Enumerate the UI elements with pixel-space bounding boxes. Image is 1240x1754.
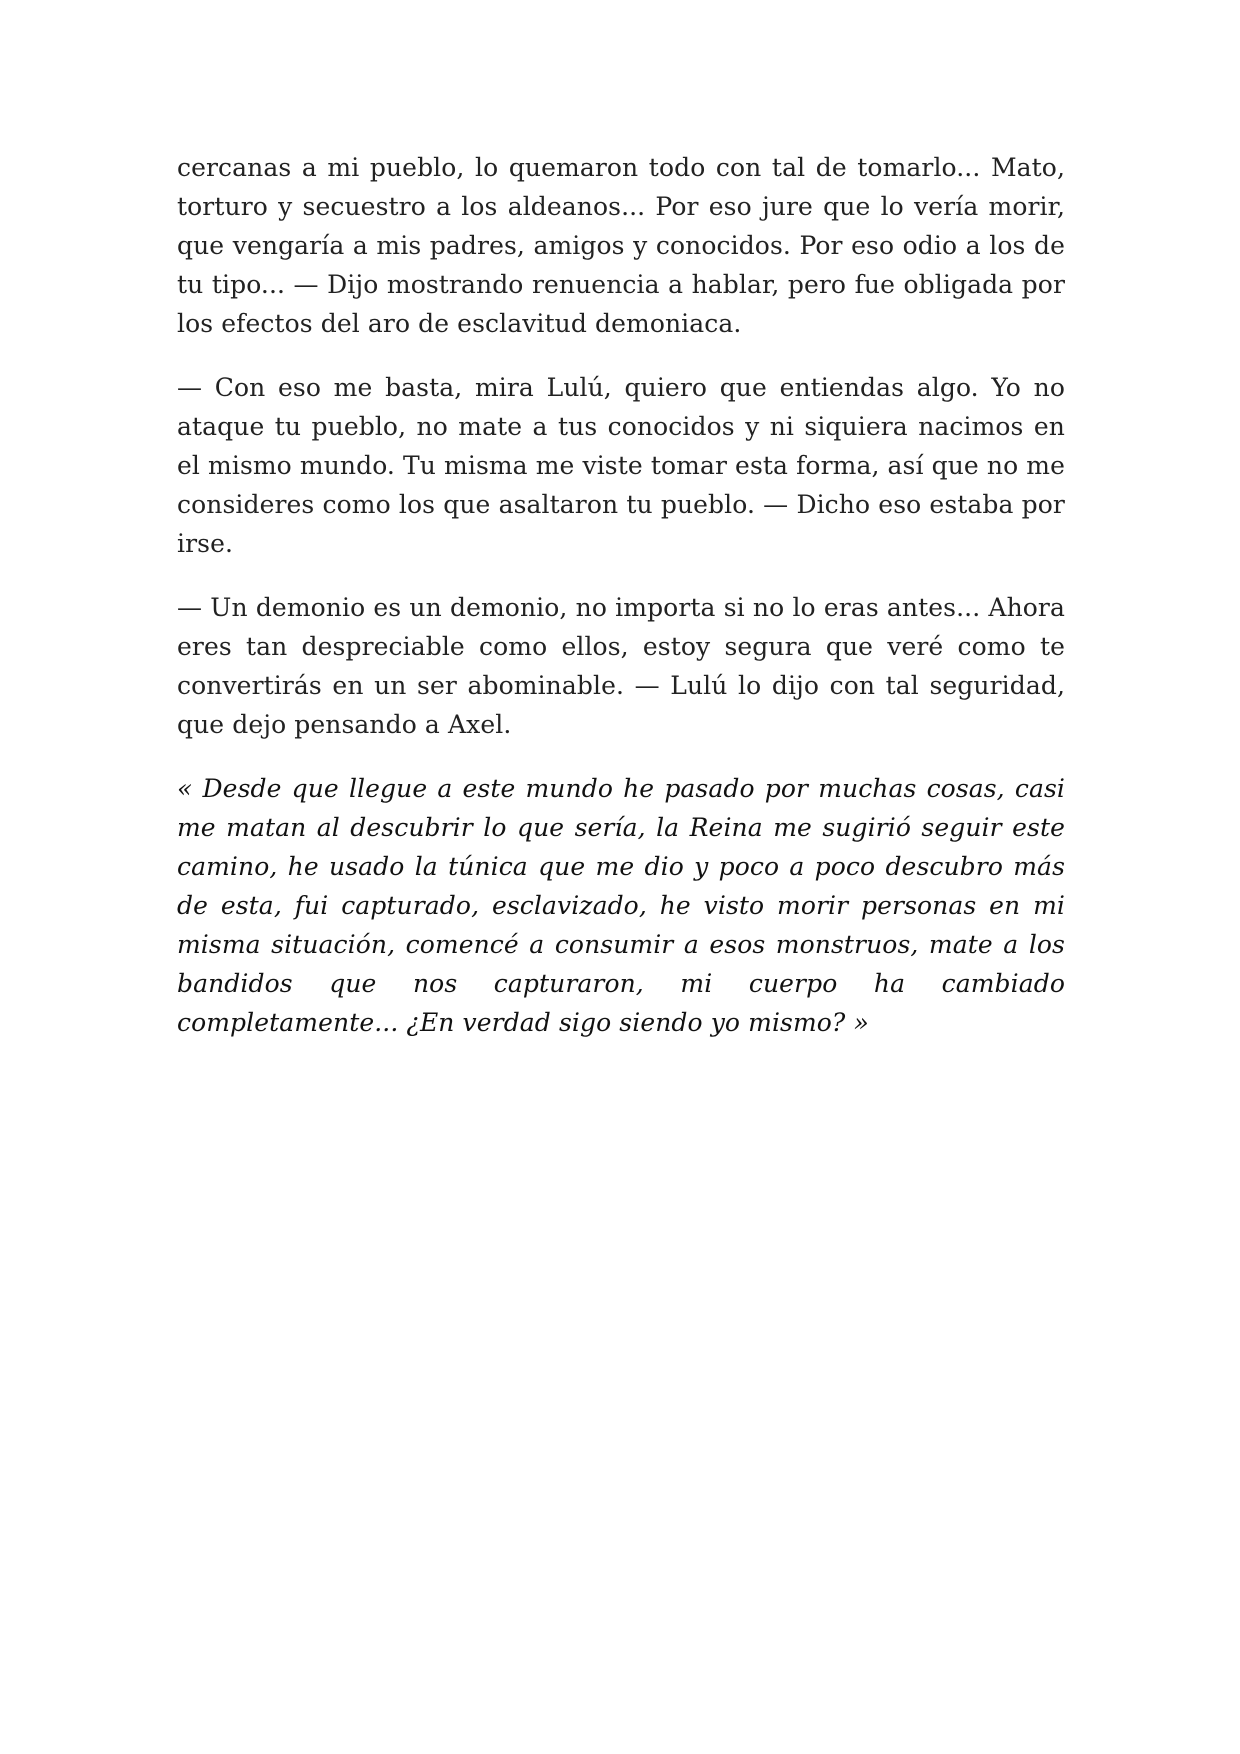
inner-thought-paragraph: « Desde que llegue a este mundo he pasado por muchas cosas, casi me matan al descubrir lo que sería, la Reina me sugirió seguir este camino, he usado la túnica que me dio y poco a poco descubro más de esta, fui capturado, esclavizado, he visto morir personas en mi misma situación, comencé a consumir a esos monstruos, mate a los bandidos que nos capturaron, mi cuerpo ha cambiado completamente... ¿En verdad sigo siendo yo mismo? » bbox=[177, 774, 1065, 1037]
paragraph-3: — Un demonio es un demonio, no importa si no lo eras antes... Ahora eres tan despreciable como ellos, estoy segura que veré como te convertirás en un ser abominable. — Lulú lo dijo con tal seguridad, que dejo pensando a Axel. bbox=[177, 593, 1065, 739]
paragraph-1: cercanas a mi pueblo, lo quemaron todo con tal de tomarlo... Mato, torturo y secuestro a los aldeanos... Por eso jure que lo vería morir, que vengaría a mis padres, amigos y conocidos. Por eso odio a los de tu tipo... — Dijo mostrando renuencia a hablar, pero fue obligada por los efectos del aro de esclavitud demoniaca. bbox=[177, 153, 1065, 338]
body-text bbox=[177, 148, 1065, 1067]
paragraph-2: — Con eso me basta, mira Lulú, quiero que entiendas algo. Yo no ataque tu pueblo, no mate a tus conocidos y ni siquiera nacimos en el mismo mundo. Tu misma me viste tomar esta forma, así que no me consideres como los que asaltaron tu pueblo. — Dicho eso estaba por irse. bbox=[177, 373, 1065, 558]
